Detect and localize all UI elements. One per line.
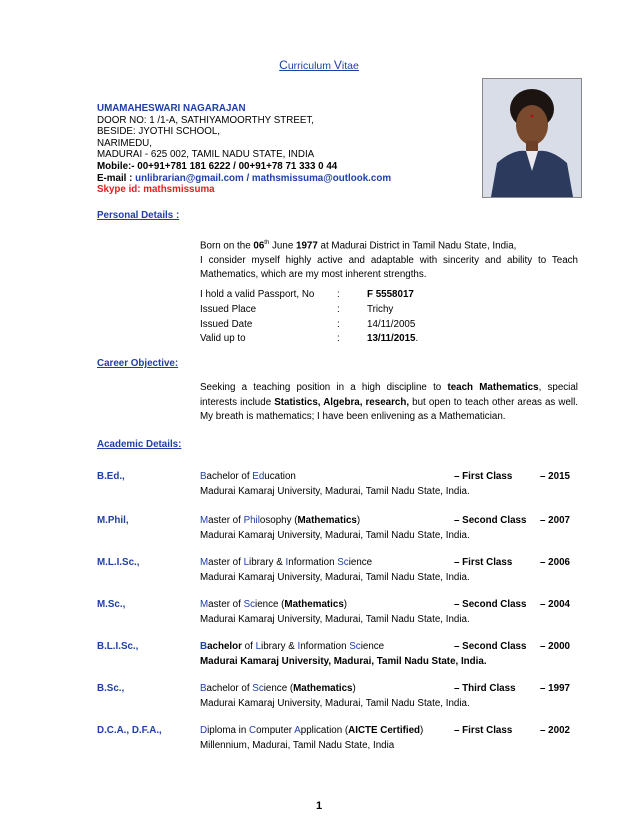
- degree-name-segment: nformation: [288, 557, 338, 568]
- skype-id: Skype id: mathsmissuma: [97, 184, 215, 196]
- separator: :: [337, 333, 340, 345]
- degree-name-segment: nformation: [300, 641, 350, 652]
- degree-name-segment: B: [200, 471, 207, 482]
- mobile-numbers: Mobile:- 00+91+781 181 6222 / 00+91+78 71 333 0 44: [97, 160, 338, 172]
- degree-name-segment: achelor of: [206, 471, 253, 482]
- page-number: 1: [315, 800, 323, 812]
- birth-year: 1977: [296, 240, 318, 252]
- completion-year: – 1997: [540, 683, 570, 694]
- degree-name-segment: Sc: [337, 557, 349, 568]
- personal-details-heading: Personal Details :: [97, 210, 180, 221]
- issued-date-value: 14/11/2005: [367, 318, 416, 330]
- degree-abbreviation: M.Phil,: [97, 515, 129, 526]
- passport-row: [200, 288, 567, 303]
- degree-name-segment: ience (: [255, 599, 285, 610]
- class-grade: – Second Class: [454, 599, 527, 610]
- degree-name-segment: B: [200, 641, 208, 652]
- degree-name-segment: ience: [348, 557, 373, 568]
- degree-name: [200, 725, 423, 736]
- issued-place-label: Issued Place: [200, 303, 257, 315]
- degree-name-segment: Ed: [252, 471, 265, 482]
- career-objective-text: [200, 381, 578, 425]
- degree-name-segment: aster of: [208, 515, 244, 526]
- degree-name-segment: osophy (: [259, 515, 298, 526]
- degree-name: [200, 683, 356, 694]
- degree-name-segment: ): [356, 515, 361, 526]
- degree-name-segment: Sc: [349, 641, 361, 652]
- degree-name-segment: omputer: [256, 725, 295, 736]
- university: Millennium, Madurai, Tamil Nadu State, India: [200, 740, 395, 751]
- career-emphasis-1: teach Mathematics: [447, 382, 539, 393]
- degree-abbreviation: B.Ed.,: [97, 471, 125, 482]
- university: Madurai Kamaraj University, Madurai, Tamil Nadu State, India.: [200, 530, 470, 541]
- degree-name-segment: I: [285, 557, 289, 568]
- career-objective-heading: Career Objective:: [97, 358, 179, 369]
- degree-name-segment: L: [243, 557, 250, 568]
- degree-name-segment: D: [200, 725, 208, 736]
- separator: :: [337, 289, 340, 300]
- degree-name-segment: ): [420, 725, 424, 736]
- passport-number: F 5558017: [367, 289, 414, 300]
- degree-abbreviation: B.Sc.,: [97, 683, 125, 694]
- email-line: [97, 173, 477, 185]
- degree-name-segment: M: [200, 515, 209, 526]
- degree-name-segment: A: [294, 725, 301, 736]
- issued-place-row: [200, 303, 567, 318]
- degree-abbreviation: M.Sc.,: [97, 599, 126, 610]
- address-line-1: DOOR NO: 1 /1-A, SATHIYAMOORTHY STREET,: [97, 114, 315, 126]
- degree-name-segment: Mathematics: [293, 683, 353, 694]
- portrait-image: [483, 79, 581, 197]
- degree-name: [200, 471, 296, 482]
- birth-line: [200, 236, 578, 254]
- degree-name-segment: L: [255, 641, 262, 652]
- title-word-2: itae: [341, 60, 359, 72]
- document-title: [0, 58, 638, 72]
- strengths-text: I consider myself highly active and adaptable with sincerity and ability to Teach Mathematics, which are my most inherent strengths.: [200, 254, 578, 281]
- personal-paragraph: [200, 236, 578, 283]
- degree-name: [200, 641, 384, 652]
- degree-name-segment: iploma in: [207, 725, 250, 736]
- birth-day-suffix: th: [264, 240, 270, 246]
- degree-name-segment: ibrary &: [261, 641, 298, 652]
- completion-year: – 2006: [540, 557, 570, 568]
- degree-name-segment: ): [343, 599, 348, 610]
- completion-year: – 2015: [540, 471, 570, 482]
- university: Madurai Kamaraj University, Madurai, Tamil Nadu State, India.: [200, 572, 470, 583]
- valid-date: 13/11/2015: [367, 333, 416, 345]
- completion-year: – 2000: [540, 641, 570, 652]
- class-grade: – First Class: [454, 557, 513, 568]
- address-line-4: MADURAI - 625 002, TAMIL NADU STATE, INDIA: [97, 149, 315, 161]
- university: Madurai Kamaraj University, Madurai, Tamil Nadu State, India.: [200, 698, 470, 709]
- degree-name: [200, 599, 347, 610]
- issued-place-value: Trichy: [367, 303, 394, 315]
- degree-name-segment: M: [200, 557, 209, 568]
- degree-name-segment: AICTE Certified: [348, 725, 421, 736]
- born-prefix: Born on the: [200, 240, 254, 252]
- class-grade: – Third Class: [454, 683, 516, 694]
- valid-up-to-label: Valid up to: [200, 333, 246, 345]
- title-initial-c: C: [279, 58, 288, 72]
- passport-details: [200, 288, 567, 347]
- valid-up-to-value: [367, 332, 567, 347]
- degree-name-segment: of: [241, 641, 256, 652]
- issued-date-label: Issued Date: [200, 318, 253, 330]
- valid-up-to-row: [200, 332, 567, 347]
- email-addresses: unlibrarian@gmail.com / mathsmissuma@outlook.com: [135, 172, 392, 184]
- class-grade: – Second Class: [454, 515, 527, 526]
- address-line-3: NARIMEDU,: [97, 137, 152, 149]
- university: Madurai Kamaraj University, Madurai, Tamil Nadu State, India.: [200, 486, 470, 497]
- candidate-name: UMAMAHESWARI NAGARAJAN: [97, 103, 246, 114]
- career-text-3: but open to teach other areas as well. My breath is mathematics; I have been enlivening as a Mathematician.: [200, 396, 579, 422]
- career-emphasis-2: Statistics, Algebra, research,: [274, 396, 410, 408]
- degree-abbreviation: D.C.A., D.F.A.,: [97, 725, 162, 736]
- academic-details-heading: Academic Details:: [97, 439, 182, 450]
- degree-abbreviation: B.L.I.Sc.,: [97, 641, 139, 652]
- birth-day: 06: [253, 240, 265, 252]
- birth-month: June: [269, 240, 297, 252]
- completion-year: – 2004: [540, 599, 570, 610]
- degree-name-segment: pplication (: [300, 725, 349, 736]
- passport-label: I hold a valid Passport, No: [200, 289, 315, 300]
- separator: :: [337, 318, 340, 330]
- degree-name-segment: M: [200, 599, 209, 610]
- address-line-2: BESIDE: JYOTHI SCHOOL,: [97, 126, 221, 138]
- degree-name: [200, 515, 360, 526]
- degree-name-segment: ibrary &: [249, 557, 286, 568]
- email-label: E-mail :: [97, 172, 136, 184]
- degree-name-segment: achelor of: [206, 683, 253, 694]
- completion-year: – 2007: [540, 515, 570, 526]
- profile-photo: [482, 78, 582, 198]
- title-word-1: urriculum: [287, 60, 334, 72]
- degree-name-segment: ience (: [263, 683, 294, 694]
- university: Madurai Kamaraj University, Madurai, Tamil Nadu State, India.: [200, 614, 470, 625]
- degree-name-segment: B: [200, 683, 207, 694]
- degree-name-segment: Mathematics: [284, 599, 344, 610]
- degree-name-segment: aster of: [208, 557, 244, 568]
- university: Madurai Kamaraj University, Madurai, Tamil Nadu State, India.: [200, 656, 487, 667]
- class-grade: – First Class: [454, 725, 513, 736]
- degree-name-segment: ience: [360, 641, 385, 652]
- degree-name-segment: ): [352, 683, 356, 694]
- career-text-1: Seeking a teaching position in a high discipline to: [200, 382, 448, 393]
- valid-date-period: .: [415, 333, 419, 345]
- issued-date-row: [200, 318, 567, 333]
- class-grade: – Second Class: [454, 641, 527, 652]
- degree-name-segment: I: [297, 641, 301, 652]
- separator: :: [337, 303, 340, 315]
- degree-name-segment: Mathematics: [297, 515, 357, 526]
- birth-place: at Madurai District in Tamil Nadu State, India,: [317, 240, 517, 252]
- degree-name-segment: Phil: [243, 515, 260, 526]
- degree-name-segment: achelor: [207, 641, 242, 652]
- contact-header: [97, 103, 477, 196]
- degree-abbreviation: M.L.I.Sc.,: [97, 557, 140, 568]
- degree-name-segment: Sc: [243, 599, 256, 610]
- completion-year: – 2002: [540, 725, 570, 736]
- degree-name-segment: ucation: [264, 471, 296, 482]
- degree-name-segment: Sc: [252, 683, 264, 694]
- degree-name: [200, 557, 372, 568]
- degree-name-segment: aster of: [208, 599, 244, 610]
- class-grade: – First Class: [454, 471, 513, 482]
- degree-name-segment: C: [249, 725, 257, 736]
- title-initial-v: V: [333, 58, 342, 72]
- career-text-2: , special interests include: [200, 382, 578, 408]
